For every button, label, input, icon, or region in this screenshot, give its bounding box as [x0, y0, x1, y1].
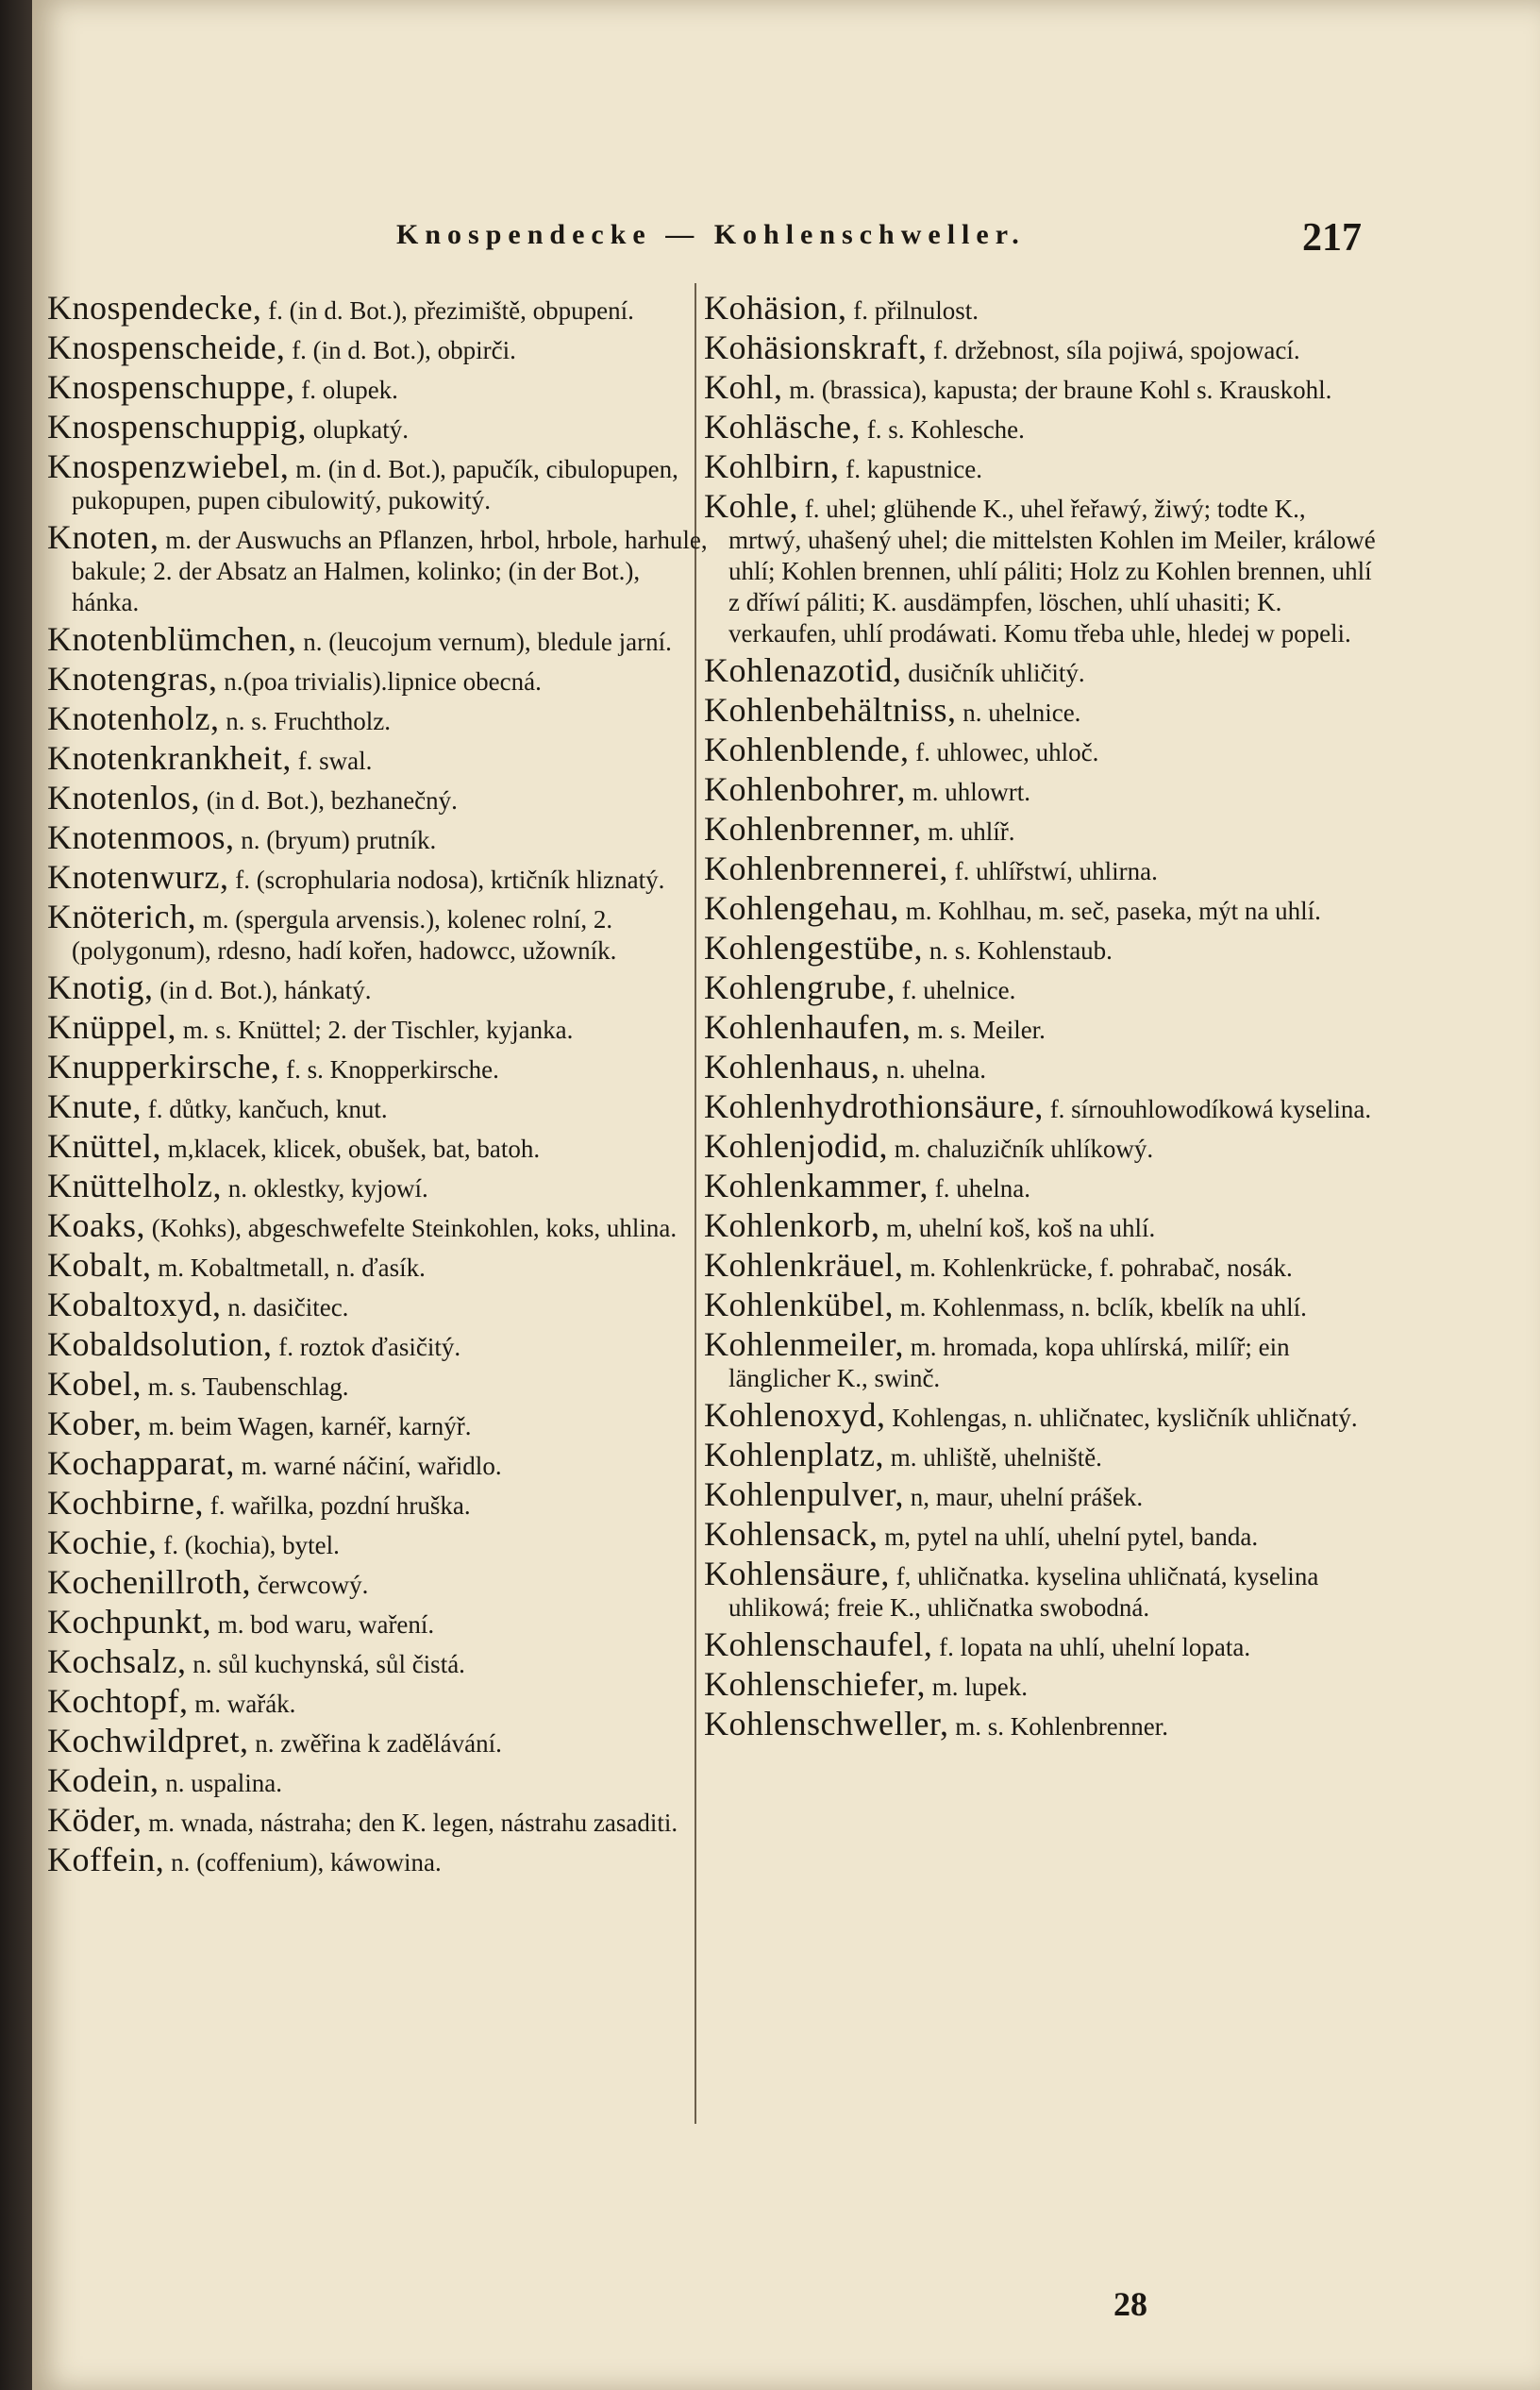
dictionary-entry — [47, 739, 708, 777]
entry-headword: Kohlenschaufel, — [704, 1625, 933, 1663]
dictionary-entry — [47, 1087, 708, 1125]
dictionary-entry — [47, 1444, 708, 1482]
entry-headword: Kochsalz, — [47, 1642, 187, 1680]
entry-definition: n. s. Kohlenstaub. — [922, 936, 1113, 965]
entry-definition: n. s. Fruchtholz. — [219, 707, 391, 735]
dictionary-entry — [704, 1206, 1383, 1244]
dictionary-entry — [704, 1396, 1383, 1434]
entry-headword: Kochwildpret, — [47, 1722, 249, 1759]
entry-definition: f. uhlowec, uhloč. — [909, 738, 1099, 766]
entry-headword: Knotengras, — [47, 660, 218, 698]
dictionary-entry — [47, 1167, 708, 1204]
entry-definition: dusičník uhličitý. — [901, 659, 1085, 687]
book-spine-shadow — [0, 0, 32, 2390]
entry-headword: Kochbirne, — [47, 1484, 204, 1522]
entry-headword: Kohlenjodid, — [704, 1127, 888, 1165]
entry-definition: m,klacek, klicek, obušek, bat, batoh. — [160, 1135, 541, 1163]
dictionary-entry — [704, 651, 1383, 689]
dictionary-entry — [47, 1682, 708, 1720]
entry-headword: Kohlenmeiler, — [704, 1325, 904, 1363]
entry-headword: Knotig, — [47, 968, 154, 1006]
dictionary-entry — [47, 1761, 708, 1799]
dictionary-entry — [47, 779, 708, 816]
entry-headword: Kohlenbrennerei, — [704, 850, 948, 887]
entry-definition: m. lupek. — [925, 1673, 1028, 1701]
left-column — [47, 289, 708, 1884]
dictionary-entry — [704, 1325, 1383, 1394]
entry-definition: n. (bryum) prutník. — [234, 826, 437, 854]
dictionary-entry — [47, 1841, 708, 1878]
signature-mark: 28 — [1113, 2285, 1147, 2323]
entry-headword: Kohlenschweller, — [704, 1705, 949, 1742]
entry-headword: Knüppel, — [47, 1008, 176, 1046]
dictionary-entry — [47, 898, 708, 967]
entry-definition: f. lopata na uhlí, uhelní lopata. — [932, 1633, 1251, 1661]
dictionary-entry — [704, 1665, 1383, 1703]
dictionary-entry — [47, 1286, 708, 1323]
entry-headword: Knotenlos, — [47, 779, 200, 816]
entry-definition: m. s. Meiler. — [911, 1016, 1046, 1044]
entry-definition: n. uhelna. — [879, 1055, 986, 1084]
entry-headword: Kohlenbehältniss, — [704, 691, 957, 729]
entry-definition: f. wařilka, pozdní hruška. — [203, 1491, 471, 1520]
dictionary-entry — [704, 889, 1383, 927]
entry-headword: Kohlenkräuel, — [704, 1246, 904, 1284]
entry-definition: n. dasičitec. — [221, 1293, 349, 1321]
entry-definition: f. roztok ďasičitý. — [272, 1333, 461, 1361]
dictionary-entry — [704, 810, 1383, 848]
entry-headword: Kohlenblende, — [704, 731, 910, 768]
entry-headword: Knotenmoos, — [47, 818, 235, 856]
entry-definition: f. (kochia), bytel. — [157, 1531, 340, 1559]
entry-headword: Kohläsche, — [704, 408, 861, 446]
dictionary-entry — [704, 968, 1383, 1006]
entry-headword: Knüttelholz, — [47, 1167, 222, 1204]
entry-definition: m. (brassica), kapusta; der braune Kohl s. Krauskohl. — [782, 376, 1332, 404]
entry-headword: Kobalt, — [47, 1246, 152, 1284]
entry-definition: m. Kohlenkrücke, f. pohrabač, nosák. — [903, 1254, 1293, 1282]
entry-definition: f. uhelna. — [929, 1174, 1030, 1203]
entry-headword: Kobel, — [47, 1365, 142, 1403]
entry-definition: (in d. Bot.), hánkatý. — [153, 976, 372, 1004]
dictionary-entry — [704, 1246, 1383, 1284]
page-number: 217 — [1302, 216, 1362, 260]
dictionary-entry — [47, 1048, 708, 1086]
right-column — [704, 289, 1383, 1748]
entry-headword: Kohlensack, — [704, 1515, 879, 1553]
entry-definition: m, uhelní koš, koš na uhlí. — [879, 1214, 1156, 1242]
running-header: Knospendecke — Kohlenschweller. — [396, 219, 1026, 250]
entry-definition: f. (scrophularia nodosa), krtičník hliznatý. — [228, 866, 665, 894]
dictionary-entry — [704, 850, 1383, 887]
dictionary-entry — [704, 770, 1383, 808]
dictionary-entry — [704, 1555, 1383, 1624]
entry-definition: f. (in d. Bot.), přezimiště, obpupení. — [261, 296, 634, 325]
entry-definition: f. s. Knopperkirsche. — [279, 1055, 499, 1084]
entry-definition: m. wnada, nástraha; den K. legen, nástrahu zasaditi. — [142, 1809, 678, 1837]
entry-headword: Kohle, — [704, 487, 798, 525]
entry-definition: n. sůl kuchynská, sůl čistá. — [186, 1650, 465, 1678]
entry-definition: n, maur, uhelní prášek. — [904, 1483, 1144, 1511]
entry-headword: Kohlenazotid, — [704, 651, 902, 689]
dictionary-entry — [47, 858, 708, 896]
entry-definition: m. Kohlenmass, n. bclík, kbelík na uhlí. — [893, 1293, 1307, 1321]
dictionary-entry — [704, 447, 1383, 485]
entry-definition: m. hromada, kopa uhlírská, milíř; ein länglicher K., swinč. — [728, 1333, 1290, 1392]
dictionary-entry — [47, 1246, 708, 1284]
entry-headword: Knospendecke, — [47, 289, 262, 327]
entry-headword: Kohäsion, — [704, 289, 847, 327]
entry-headword: Koffein, — [47, 1841, 165, 1878]
entry-definition: m. warné náčiní, wařidlo. — [234, 1452, 502, 1480]
entry-headword: Kohlengrube, — [704, 968, 896, 1006]
entry-headword: Kohlenhydrothionsäure, — [704, 1087, 1044, 1125]
entry-definition: m. bod waru, waření. — [210, 1610, 435, 1639]
entry-headword: Kober, — [47, 1405, 142, 1442]
entry-headword: Kochenillroth, — [47, 1563, 251, 1601]
dictionary-entry — [47, 328, 708, 366]
entry-headword: Knute, — [47, 1087, 142, 1125]
entry-definition: m. der Auswuchs an Pflanzen, hrbol, hrbole, harhule, bakule; 2. der Absatz an Halmen, kolinko; (in der Bot.), hánka. — [72, 526, 708, 616]
dictionary-entry — [47, 1325, 708, 1363]
entry-headword: Knotenkrankheit, — [47, 739, 292, 777]
entry-definition: f. olupek. — [294, 376, 398, 404]
dictionary-entry — [704, 1705, 1383, 1742]
entry-definition: n. zwěřina k zadělávání. — [248, 1729, 502, 1758]
entry-definition: m. s. Knüttel; 2. der Tischler, kyjanka. — [176, 1016, 574, 1044]
entry-definition: m. Kohlhau, m. seč, paseka, mýt na uhlí. — [898, 897, 1321, 925]
entry-headword: Knospenschuppe, — [47, 368, 295, 406]
entry-definition: f. swal. — [291, 747, 373, 775]
entry-headword: Kobaltoxyd, — [47, 1286, 222, 1323]
entry-headword: Koaks, — [47, 1206, 145, 1244]
dictionary-entry — [47, 968, 708, 1006]
entry-headword: Kohlenhaufen, — [704, 1008, 912, 1046]
entry-definition: f. kapustnice. — [839, 455, 982, 483]
dictionary-entry — [47, 289, 708, 327]
dictionary-entry — [704, 1515, 1383, 1553]
entry-headword: Knospenscheide, — [47, 328, 286, 366]
entry-headword: Knotenwurz, — [47, 858, 229, 896]
entry-headword: Kohlenpulver, — [704, 1475, 905, 1513]
entry-definition: Kohlengas, n. uhličnatec, kysličník uhličnatý. — [885, 1404, 1358, 1432]
dictionary-entry — [704, 1286, 1383, 1323]
dictionary-entry — [47, 660, 708, 698]
entry-headword: Kohlenschiefer, — [704, 1665, 926, 1703]
entry-definition: m. wařák. — [188, 1690, 296, 1718]
entry-definition: f. uhelnice. — [895, 976, 1016, 1004]
entry-definition: f. uhlířstwí, uhlirna. — [947, 857, 1158, 885]
entry-definition: m. s. Kohlenbrenner. — [948, 1712, 1168, 1741]
entry-headword: Kohlensäure, — [704, 1555, 890, 1592]
entry-definition: f. přilnulost. — [846, 296, 979, 325]
entry-definition: n. oklestky, kyjowí. — [221, 1174, 428, 1203]
dictionary-entry — [47, 1523, 708, 1561]
entry-definition: f. uhel; glühende K., uhel řeřawý, žiwý; todte K., mrtwý, uhašený uhel; die mittelsten Kohlen im Meiler, králowé uhlí; Kohlen brennen, uhlí páliti; Holz zu Kohlen brennen, uhlí z dříwí páliti; K. ausdämpfen, löschen, uhlí uhasiti; K. verkaufen, uhlí prodáwati. Komu třeba uhle, hledej w popeli. — [728, 495, 1376, 648]
entry-definition: n. uhelnice. — [956, 698, 1081, 727]
entry-headword: Knotenblümchen, — [47, 620, 297, 658]
entry-headword: Kobaldsolution, — [47, 1325, 273, 1363]
entry-definition: f. důtky, kančuch, knut. — [141, 1095, 388, 1123]
entry-definition: n.(poa trivialis).lipnice obecná. — [217, 667, 542, 696]
dictionary-entry — [704, 328, 1383, 366]
dictionary-entry — [704, 1475, 1383, 1513]
entry-definition: n. (coffenium), káwowina. — [164, 1848, 442, 1877]
entry-definition: m. s. Taubenschlag. — [141, 1372, 349, 1401]
dictionary-entry — [704, 408, 1383, 446]
entry-definition: čerwcowý. — [250, 1571, 369, 1599]
entry-definition: m. (spergula arvensis.), kolenec rolní, 2. (polygonum), rdesno, hadí kořen, hadowcc, užowník. — [72, 905, 617, 965]
entry-headword: Kohlenplatz, — [704, 1436, 884, 1473]
entry-headword: Kohlenkübel, — [704, 1286, 894, 1323]
entry-headword: Knospenschuppig, — [47, 408, 307, 446]
dictionary-entry — [704, 1048, 1383, 1086]
entry-definition: m. beim Wagen, karnéř, karnýř. — [142, 1412, 472, 1440]
entry-definition: f. (in d. Bot.), obpirči. — [285, 336, 516, 364]
dictionary-entry — [704, 731, 1383, 768]
entry-definition: m. uhliště, uhelniště. — [883, 1443, 1102, 1472]
dictionary-entry — [47, 699, 708, 737]
dictionary-entry — [704, 1008, 1383, 1046]
entry-definition: olupkatý. — [306, 415, 409, 444]
dictionary-entry — [704, 1436, 1383, 1473]
dictionary-entry — [47, 620, 708, 658]
entry-definition: m. uhlíř. — [921, 817, 1015, 846]
entry-headword: Kochie, — [47, 1523, 158, 1561]
dictionary-entry — [47, 518, 708, 618]
entry-headword: Kohl, — [704, 368, 783, 406]
entry-headword: Knupperkirsche, — [47, 1048, 280, 1086]
entry-headword: Kohlengehau, — [704, 889, 899, 927]
entry-definition: n. uspalina. — [159, 1769, 282, 1797]
dictionary-entry — [47, 1365, 708, 1403]
entry-headword: Knöterich, — [47, 898, 196, 935]
entry-headword: Köder, — [47, 1801, 142, 1839]
entry-headword: Knotenholz, — [47, 699, 220, 737]
dictionary-entry — [47, 368, 708, 406]
entry-definition: m. Kobaltmetall, n. ďasík. — [151, 1254, 426, 1282]
entry-headword: Kohlengestübe, — [704, 929, 923, 967]
entry-definition: f. sírnouhlowodíkowá kyselina. — [1043, 1095, 1372, 1123]
entry-headword: Kohlenkorb, — [704, 1206, 880, 1244]
dictionary-entry — [47, 818, 708, 856]
dictionary-entry — [47, 1801, 708, 1839]
entry-definition: f. s. Kohlesche. — [860, 415, 1025, 444]
dictionary-entry — [704, 691, 1383, 729]
entry-definition: m. chaluzičník uhlíkowý. — [887, 1135, 1154, 1163]
dictionary-entry — [47, 1127, 708, 1165]
entry-definition: f, uhličnatka. kyselina uhličnatá, kyselina uhlikowá; freie K., uhličnatka swobodná. — [728, 1562, 1319, 1622]
entry-headword: Kohlenkammer, — [704, 1167, 929, 1204]
dictionary-entry — [47, 408, 708, 446]
dictionary-entry — [47, 447, 708, 516]
dictionary-entry — [704, 1167, 1383, 1204]
entry-definition: m. (in d. Bot.), papučík, cibulopupen, pukopupen, pupen cibulowitý, pukowitý. — [72, 455, 678, 514]
dictionary-entry — [704, 1127, 1383, 1165]
entry-headword: Kohlenbrenner, — [704, 810, 922, 848]
entry-headword: Kochapparat, — [47, 1444, 235, 1482]
entry-headword: Kohlenbohrer, — [704, 770, 906, 808]
dictionary-entry — [704, 368, 1383, 406]
entry-headword: Kodein, — [47, 1761, 159, 1799]
entry-headword: Kochpunkt, — [47, 1603, 211, 1641]
entry-definition: m, pytel na uhlí, uhelní pytel, banda. — [878, 1523, 1259, 1551]
dictionary-entry — [704, 929, 1383, 967]
entry-headword: Kohäsionskraft, — [704, 328, 928, 366]
dictionary-entry — [704, 1087, 1383, 1125]
dictionary-entry — [47, 1008, 708, 1046]
dictionary-entry — [47, 1642, 708, 1680]
entry-definition: (in d. Bot.), bezhanečný. — [200, 786, 458, 815]
entry-headword: Knoten, — [47, 518, 159, 556]
entry-headword: Knüttel, — [47, 1127, 161, 1165]
dictionary-entry — [704, 487, 1383, 649]
dictionary-entry — [47, 1722, 708, 1759]
entry-headword: Kohlbirn, — [704, 447, 840, 485]
dictionary-entry — [47, 1603, 708, 1641]
dictionary-entry — [47, 1405, 708, 1442]
entry-definition: (Kohks), abgeschwefelte Steinkohlen, koks, uhlina. — [145, 1214, 678, 1242]
entry-headword: Knospenzwiebel, — [47, 447, 290, 485]
dictionary-entry — [47, 1484, 708, 1522]
dictionary-entry — [704, 289, 1383, 327]
entry-headword: Kohlenoxyd, — [704, 1396, 886, 1434]
entry-headword: Kochtopf, — [47, 1682, 189, 1720]
entry-headword: Kohlenhaus, — [704, 1048, 880, 1086]
entry-definition: m. uhlowrt. — [906, 778, 1030, 806]
dictionary-entry — [704, 1625, 1383, 1663]
entry-definition: f. držebnost, síla pojiwá, spojowací. — [927, 336, 1300, 364]
entry-definition: n. (leucojum vernum), bledule jarní. — [296, 628, 672, 656]
dictionary-entry — [47, 1206, 708, 1244]
dictionary-entry — [47, 1563, 708, 1601]
